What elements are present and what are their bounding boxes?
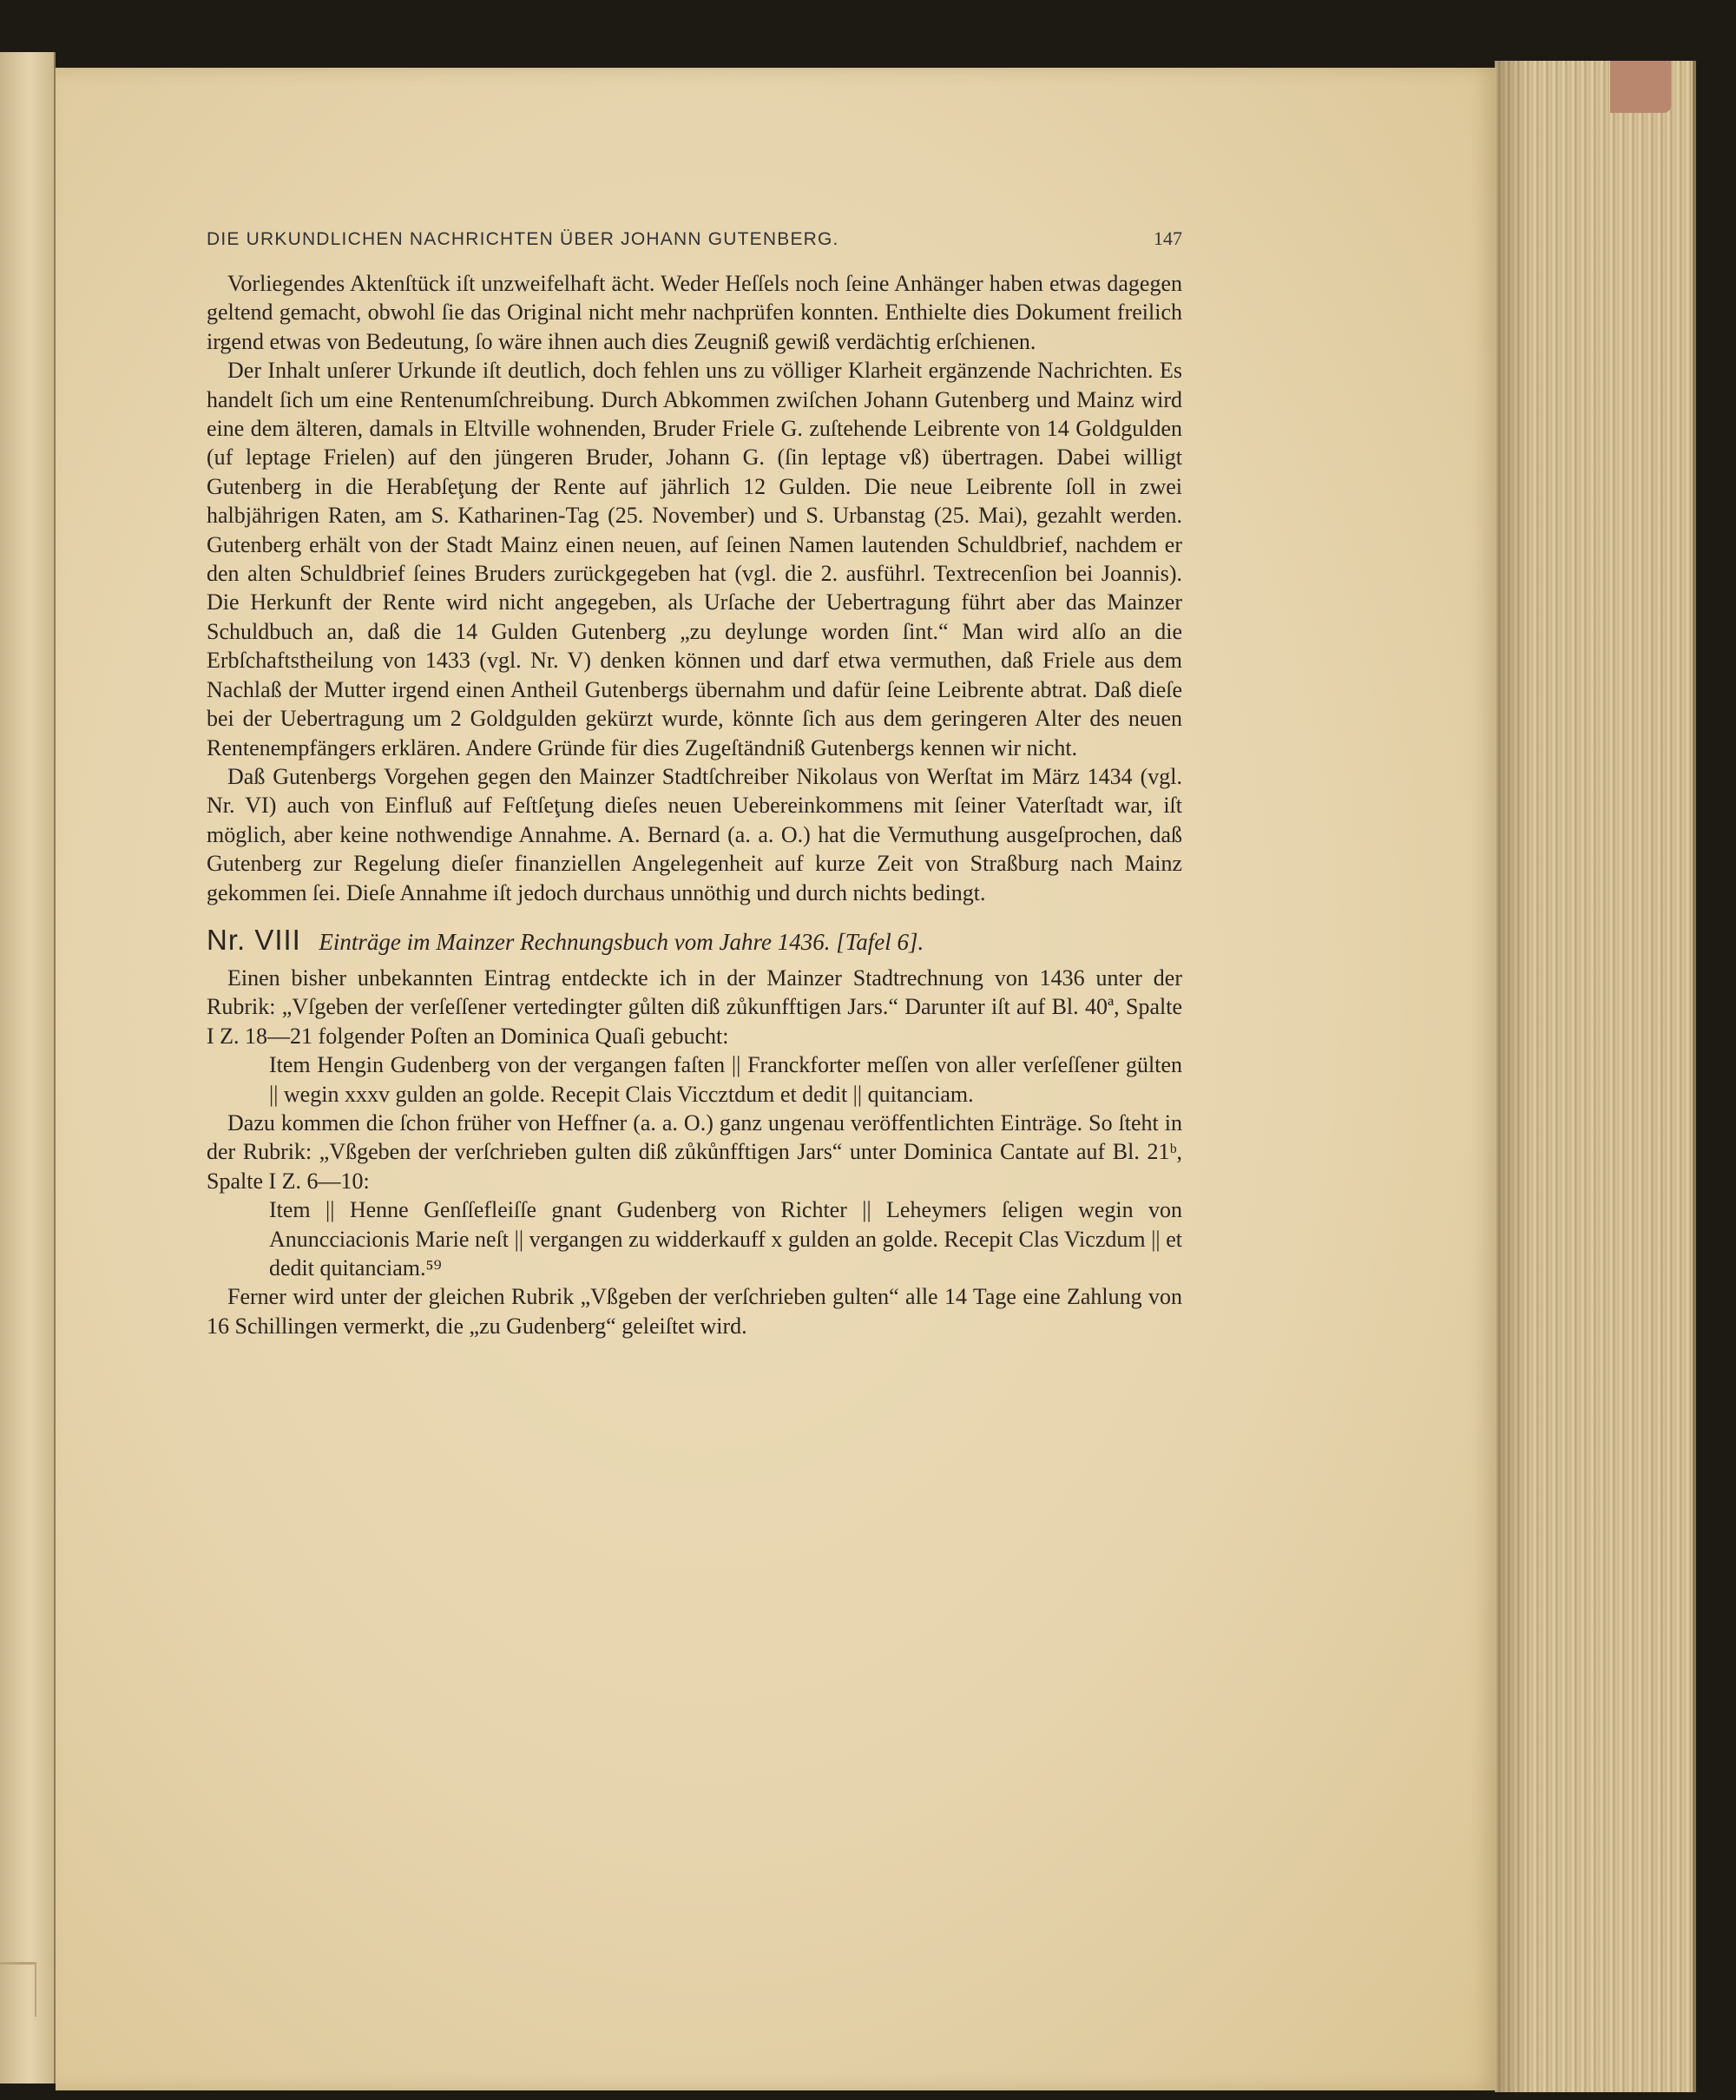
paragraph: Der Inhalt unſerer Urkunde iſt deutlich, doch fehlen uns zu völliger Klarheit ergänzende Nachrichten. Es handelt ſich um eine Rentenumſchreibung. Durch Abkommen zwiſchen Johann Gutenberg und Mainz wird eine dem älteren, damals in Eltville wohnenden, Bruder Friele G. zuſtehende Leibrente von 14 Goldgulden (uf leptage Frielen) auf den jüngeren Bruder, Johann G. (ſin leptage vß) übertragen. Dabei willigt Gutenberg in die Herabſeţung der Rente auf jährlich 12 Gulden. Die neue Leibrente ſoll in zwei halbjährigen Raten, am S. Katharinen-Tag (25. November) und S. Urbanstag (25. Mai), gezahlt werden. Gutenberg erhält von der Stadt Mainz einen neuen, auf ſeinen Namen lautenden Schuldbrief, nachdem er den alten Schuldbrief ſeines Bruders zurückgegeben hat (vgl. die 2. ausführl. Textrecenſion bei Joannis). Die Herkunft der Rente wird nicht angegeben, als Urſache der Uebertragung führt aber das Mainzer Schuldbuch an, daß die 14 Gulden Gutenberg „zu deylunge worden ſint.“ Man wird alſo an die Erbſchaftstheilung von 1433 (vgl. Nr. V) denken können und darf etwa vermuthen, daß Friele aus dem Nachlaß der Mutter irgend einen Antheil Gutenbergs übernahm und dafür ſeine Leibrente abtrat. Daß dieſe bei der Uebertragung um 2 Goldgulden gekürzt wurde, könnte ſich aus dem geringeren Alter des neuen Rentenempfängers erklären. Andere Gründe für dies Zugeſtändniß Gutenbergs kennen wir nicht. <box>207 358 1182 760</box>
page-tear-mark <box>0 1962 36 2017</box>
section-title: Einträge im Mainzer Rechnungsbuch vom Jahre 1436. [Tafel 6]. <box>319 928 924 955</box>
section-number: Nr. VIII <box>207 923 301 956</box>
paragraph: Einen bisher unbekannten Eintrag entdeckte ich in der Mainzer Stadtrechnung von 1436 unter der Rubrik: „Vſgeben der verſeſſener vertedingter gůlten diß zůkunfftigen Jars.“ Darunter iſt auf Bl. 40ª, Spalte I Z. 18—21 folgender Poſten an Dominica Quaſi gebucht: <box>207 964 1182 1049</box>
quoted-entry: Item || Henne Genſſefleiſſe gnant Gudenberg von Richter || Leheymers ſeligen wegin von Anuncciacionis Marie neſt || vergangen zu widderkauff x gulden an golde. Recepit Clas Viczdum || et dedit quitanciam.⁵⁹ <box>269 1197 1182 1280</box>
previous-page-edge <box>0 52 56 2084</box>
running-head <box>207 227 1182 250</box>
quoted-entry: Item Hengin Gudenberg von der vergangen faſten || Franckforter meſſen von aller verſeſſener gülten || wegin xxxv gulden an golde. Recepit Clais Viccztdum et dedit || quitanciam. <box>269 1052 1182 1107</box>
paragraph: Ferner wird unter der gleichen Rubrik „Vßgeben der verſchrieben gulten“ alle 14 Tage eine Zahlung von 16 Schillingen vermerkt, die „zu Gudenberg“ geleiſtet wird. <box>207 1284 1182 1339</box>
gutter-shadow <box>1495 61 1529 2092</box>
paragraph: Daß Gutenbergs Vorgehen gegen den Mainzer Stadtſchreiber Nikolaus von Werſtat im März 1434 (vgl. Nr. VI) auch von Einfluß auf Feſtſeţung dieſes neuen Uebereinkommens mit ſeiner Vaterſtadt war, iſt möglich, aber keine nothwendige Annahme. A. Bernard (a. a. O.) hat die Vermuthung ausgeſprochen, daß Gutenberg zur Regelung dieſer finanziellen Angelegenheit auf kurze Zeit von Straßburg nach Mainz gekommen ſei. Dieſe Annahme iſt jedoch durchaus unnöthig und durch nichts bedingt. <box>207 763 1182 905</box>
running-head-title: DIE URKUNDLICHEN NACHRICHTEN ÜBER JOHANN GUTENBERG. <box>207 229 839 249</box>
page-number: 147 <box>1154 227 1182 249</box>
paragraph: Vorliegendes Aktenſtück iſt unzweifelhaft ächt. Weder Heſſels noch ſeine Anhänger haben etwas dagegen geltend gemacht, obwohl ſie das Original nicht mehr nachprüfen konnten. Enthielte dies Dokument freilich irgend etwas von Bedeutung, ſo wäre ihnen auch dies Zeugniß gewiß verdächtig erſchienen. <box>207 271 1182 354</box>
paragraph: Dazu kommen die ſchon früher von Heffner (a. a. O.) ganz ungenau veröffentlichten Einträge. So ſteht in der Rubrik: „Vßgeben der verſchrieben gulten diß zůkůnfftigen Jars“ unter Dominica Cantate auf Bl. 21ᵇ, Spalte I Z. 6—10: <box>207 1109 1182 1194</box>
section-heading <box>207 925 1182 958</box>
binding-corner <box>1610 61 1671 113</box>
page-content <box>207 227 1182 1340</box>
